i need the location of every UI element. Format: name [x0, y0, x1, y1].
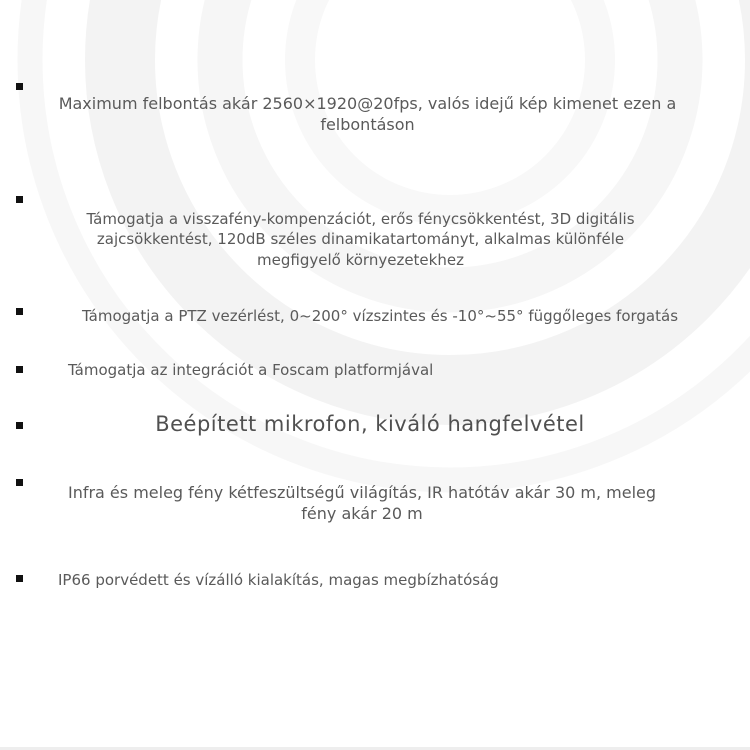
- bullet-2: [16, 196, 23, 203]
- feature-text-1: Maximum felbontás akár 2560×1920@20fps, valós idejű kép kimenet ezen a felbontáson: [58, 94, 677, 134]
- bullet-5: [16, 422, 23, 429]
- bullet-6: [16, 479, 23, 486]
- bullet-3: [16, 308, 23, 315]
- feature-text-4: Támogatja az integrációt a Foscam platformjával: [68, 361, 434, 379]
- feature-text-6: Infra és meleg fény kétfeszültségű világítás, IR hatótáv akár 30 m, meleg fény akár 20 m: [67, 483, 657, 523]
- feature-text-3: Támogatja a PTZ vezérlést, 0~200° vízszintes és -10°~55° függőleges forgatás: [82, 307, 679, 325]
- feature-text-7: IP66 porvédett és vízálló kialakítás, magas megbízhatóság: [58, 571, 499, 589]
- feature-text-5: Beépített mikrofon, kiváló hangfelvétel: [155, 412, 585, 436]
- feature-text-2: Támogatja a visszafény-kompenzációt, erős fénycsökkentést, 3D digitális zajcsökkentést, 120dB széles dinamikatartományt, alkalmas különféle megfigyelő környezetekhez: [86, 210, 635, 269]
- bullet-1: [16, 83, 23, 90]
- bullet-4: [16, 366, 23, 373]
- bullet-7: [16, 575, 23, 582]
